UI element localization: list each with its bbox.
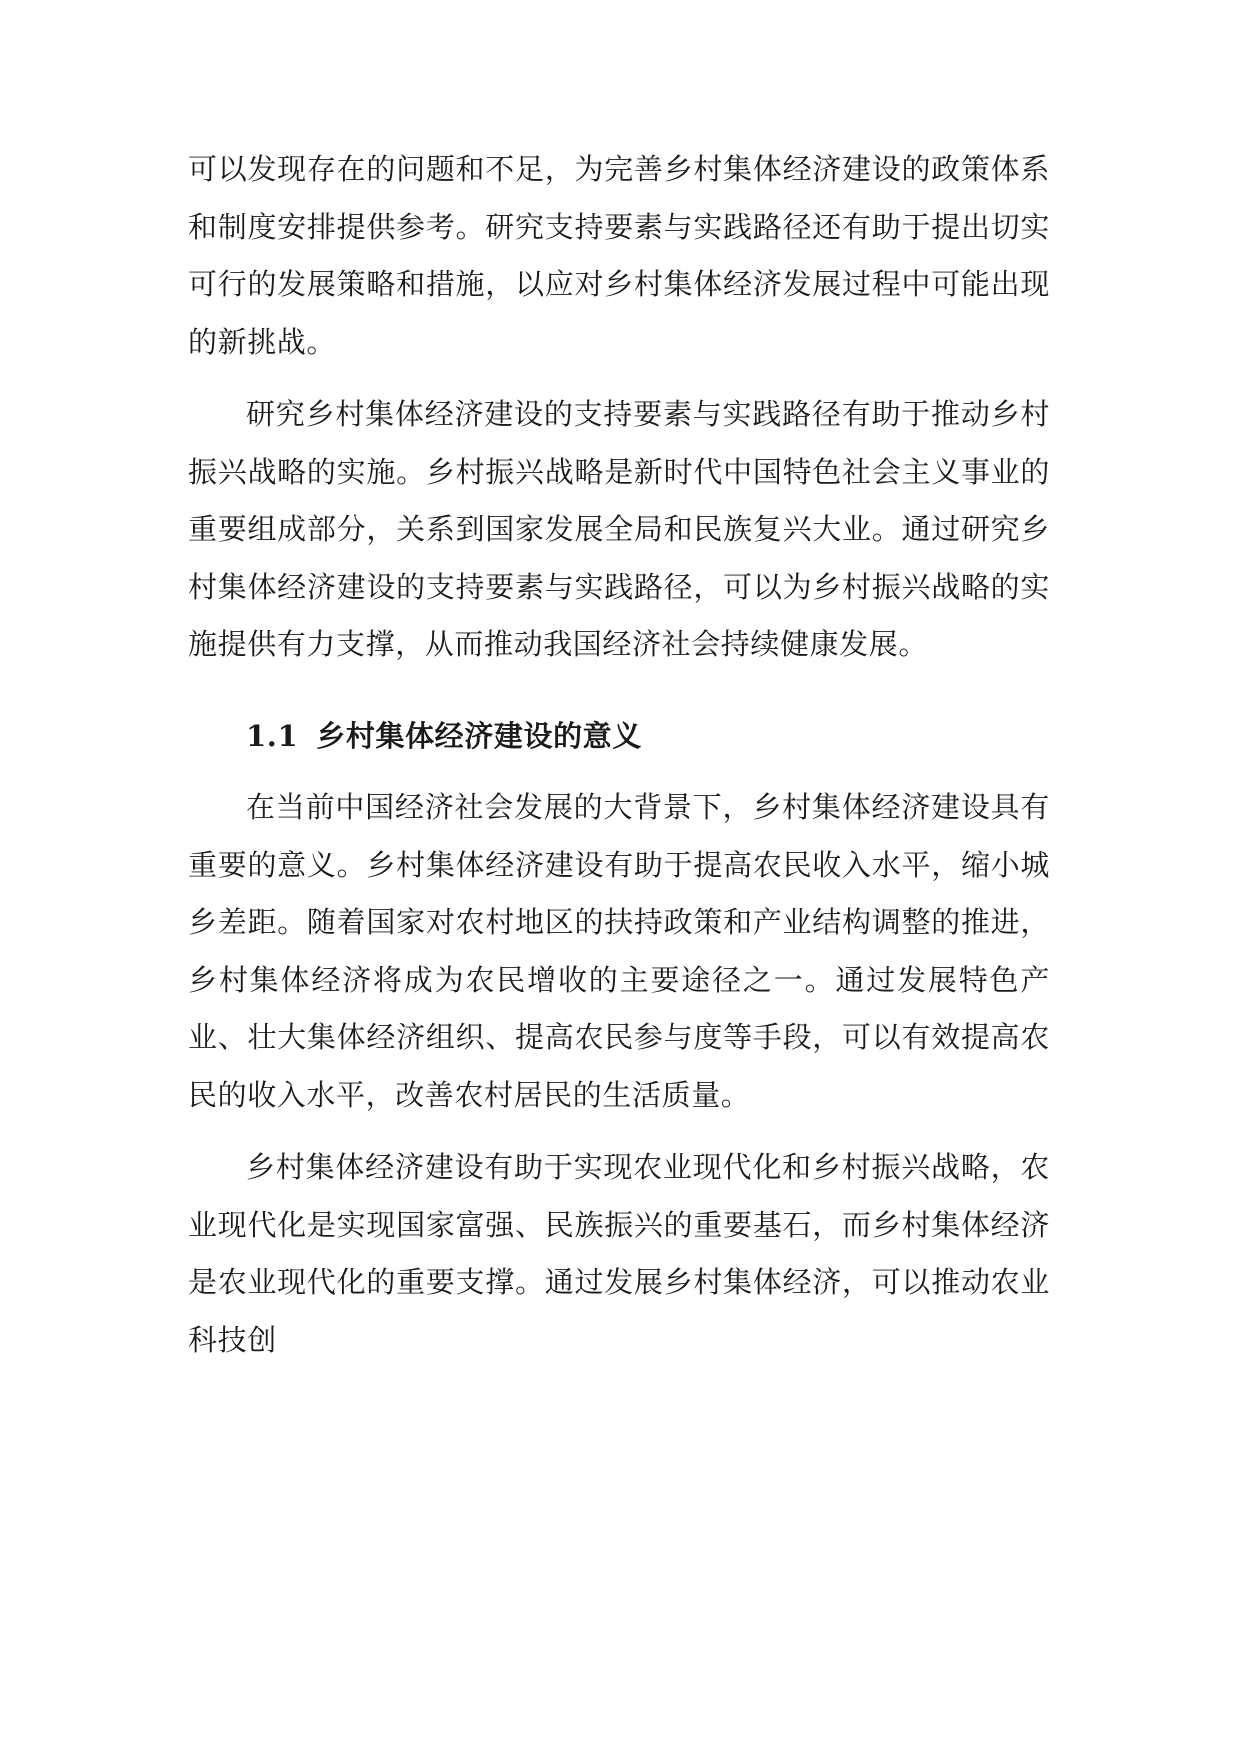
section-heading bbox=[188, 708, 1050, 766]
paragraph-significance: 在当前中国经济社会发展的大背景下，乡村集体经济建设具有重要的意义。乡村集体经济建设有助于提高农民收入水平，缩小城乡差距。随着国家对农村地区的扶持政策和产业结构调整的推进，乡村集体经济将成为农民增收的主要途径之一。通过发展特色产业、壮大集体经济组织、提高农民参与度等手段，可以有效提高农民的收入水平，改善农村居民的生活质量。 bbox=[188, 790, 1050, 1112]
paragraph-continuation: 可以发现存在的问题和不足，为完善乡村集体经济建设的政策体系和制度安排提供参考。研究支持要素与实践路径还有助于提出切实可行的发展策略和措施，以应对乡村集体经济发展过程中可能出现的新挑战。 bbox=[188, 152, 1050, 359]
document-body bbox=[188, 141, 1050, 1369]
paragraph-rural-revitalization: 研究乡村集体经济建设的支持要素与实践路径有助于推动乡村振兴战略的实施。乡村振兴战略是新时代中国特色社会主义事业的重要组成部分，关系到国家发展全局和民族复兴大业。通过研究乡村集体经济建设的支持要素与实践路径，可以为乡村振兴战略的实施提供有力支撑，从而推动我国经济社会持续健康发展。 bbox=[188, 397, 1050, 661]
section-title: 乡村集体经济建设的意义 bbox=[316, 718, 642, 753]
paragraph-agricultural-modernization: 乡村集体经济建设有助于实现农业现代化和乡村振兴战略，农业现代化是实现国家富强、民族振兴的重要基石，而乡村集体经济是农业现代化的重要支撑。通过发展乡村集体经济，可以推动农业科技创 bbox=[188, 1150, 1050, 1357]
section-number: 1.1 bbox=[246, 718, 299, 753]
